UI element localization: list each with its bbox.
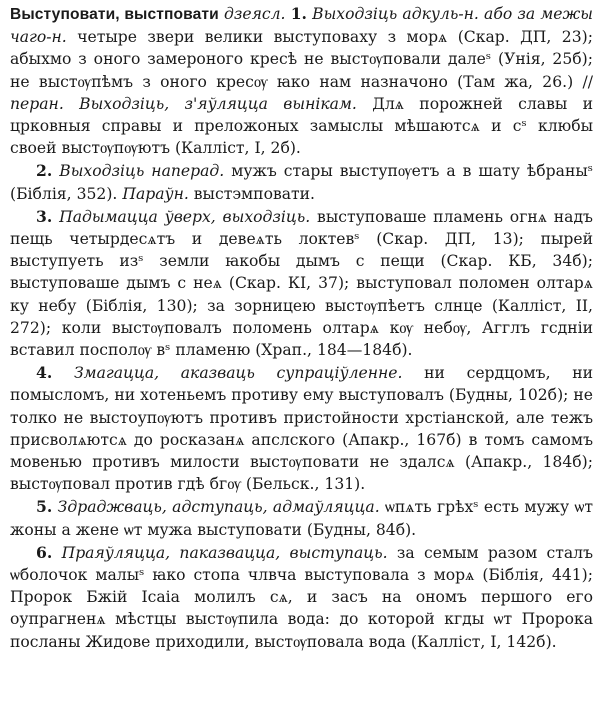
sense-2 <box>10 160 593 204</box>
compare-word: выстэмповати. <box>193 184 316 203</box>
sense-gloss: Выходзіць наперад. <box>59 162 225 181</box>
sense-quotations: мужъ стары выступѹетъ а в шату ѣбраныˢ (Біблія, 352). <box>10 162 594 203</box>
figurative-label: перан. <box>10 94 64 113</box>
figurative-separator: // <box>582 72 593 91</box>
sense-gloss: Выходзіць адкуль-н. або за межы чаго-н. <box>10 5 593 47</box>
sense-quotations: за семым разом сталъ ѡболочок малыˢ ꙗко стопа члвча выступовала з морѧ (Біблія, 441); Пророк Бжій Ісаіа молилъ сѧ, и засъ на ономъ першого его оупрагненѧ мѣстцы выстѹпила вода: до которой кгды ѡт Пророка посланы Жидове приходили, выстѹповала вода (Калліст, I, 142б). <box>10 543 593 651</box>
headword: Выступовати, выстповати <box>10 6 219 23</box>
figurative-quotations: Длѧ порожней славы и црковныя справы и преложоных замыслы мѣшаютсѧ и сˢ клюбы своей выстѹпѹютъ (Калліст, I, 2б). <box>10 94 593 158</box>
sense-number: 2. <box>36 161 53 181</box>
sense-gloss: Падымацца ўверх, выходзіць. <box>59 207 311 226</box>
sense-4 <box>10 362 593 495</box>
grammar-label: дзеясл. <box>223 5 286 23</box>
figurative-gloss: Выходзіць, з'яўляцца вынікам. <box>79 94 357 113</box>
sense-6 <box>10 542 593 653</box>
sense-quotations: ѡпѧть грѣхˢ есть мужу ѡт жоны а жене ѡт мужа выступовати (Будны, 84б). <box>10 498 593 539</box>
dictionary-entry <box>10 3 593 653</box>
sense-5 <box>10 496 593 540</box>
sense-number: 6. <box>36 542 53 562</box>
sense-quotations: четыре звери велики выступоваху з морѧ (Скар. ДП, 23); абыхмо з оного замероного кресѣ не выстѹповали далеˢ (Унія, 25б); не выстѹпѣмъ з оного кресѹ ꙗко нам назначоно (Там жа, 26.) <box>10 28 593 91</box>
sense-1 <box>10 3 593 159</box>
sense-quotations: выступоваше пламень огнѧ надъ пещь четырдесѧтъ и девеѧть локтевˢ (Скар. ДП, 13); пырей выступуеть изˢ земли ꙗкобы дымъ с пещи (Скар. КБ, 34б); выступоваше дымъ с неѧ (Скар. КІ, 37); выступовал поломен олтарѧ ку небу (Біблія, 130); за зорницею выстѹпѣетъ слнце (Калліст, II, 272); коли выстѹповалъ поломень олтарѧ кѹ небѹ, Агглъ гсдніи вставил посполѹ вˢ пламеню (Храп., 184—184б). <box>10 207 593 360</box>
sense-gloss: Змагацца, аказваць супраціўленне. <box>73 364 403 383</box>
sense-number: 3. <box>36 206 53 226</box>
sense-number: 4. <box>36 363 53 383</box>
sense-number: 5. <box>36 497 53 517</box>
sense-quotations: ни сердцомъ, ни помысломъ, ни хотеньемъ противу ему выступовалъ (Будны, 102б); не толко не выстоупѹютъ противъ пристойности хрстіанской, але тежъ присволѧютсѧ до росказанѧ апслского (Апакр., 167б) в томъ самомъ мовенью противъ милости выстѹповати не здалсѧ (Апакр., 184б); выстѹповал против гдѣ бгѹ (Бельск., 131). <box>10 364 593 494</box>
sense-3 <box>10 206 593 361</box>
sense-gloss: Праяўляцца, паказвацца, выступаць. <box>61 543 388 562</box>
sense-number: 1. <box>290 4 307 23</box>
sense-gloss: Здраджваць, адступаць, адмаўляцца. <box>57 498 380 517</box>
compare-label: Параўн. <box>122 184 189 203</box>
